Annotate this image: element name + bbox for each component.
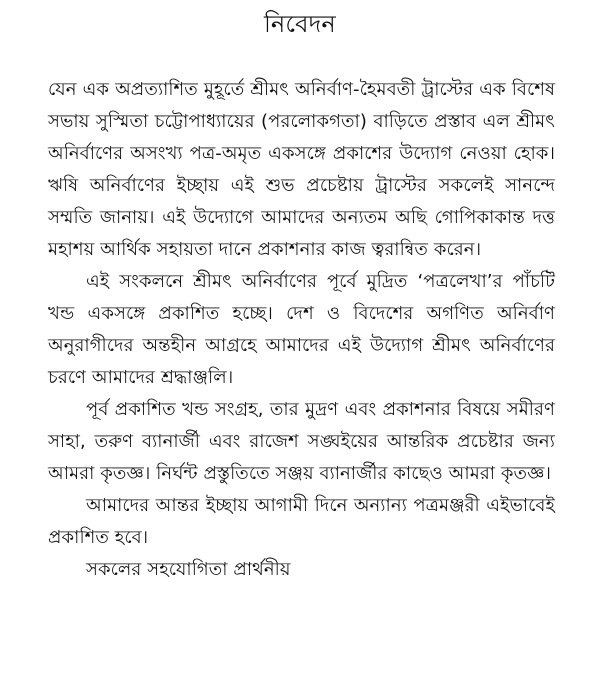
page-title: নিবেদন [264, 10, 336, 38]
paragraph-2: এই সংকলনে শ্রীমৎ অনির্বাণের পূর্বে মুদ্রিত ‘পত্রলেখা’র পাঁচটি খন্ড একসঙ্গে প্রকাশিত হচ্ছে। দেশ ও বিদেশের অগণিত অনির্বাণ অনুরাগীদের অন্তহীন আগ্রহে আমাদের এই উদ্যোগ শ্রীমৎ অনির্বাণের চরণে আমাদের শ্রদ্ধাঞ্জলি। [48, 271, 555, 388]
paragraph-4: আমাদের আন্তর ইচ্ছায় আগামী দিনে অন্যান্য পত্রমঞ্জরী এইভাবেই প্রকাশিত হবে। [48, 495, 555, 548]
document-body [48, 74, 555, 586]
closing-line: সকলের সহযোগিতা প্রার্থনীয় [86, 559, 291, 580]
paragraph-3: পূর্ব প্রকাশিত খন্ড সংগ্রহ, তার মুদ্রণ এবং প্রকাশনার বিষয়ে সমীরণ সাহা, তরুণ ব্যানার্জী এবং রাজেশ সঙ্ঘইয়ের আন্তরিক প্রচেষ্টার জন্য আমরা কৃতজ্ঞ। নির্ঘন্ট প্রস্তুতিতে সঞ্জয় ব্যানার্জীর কাছেও আমরা কৃতজ্ঞ। [48, 399, 555, 484]
paragraph-1: যেন এক অপ্রত্যাশিত মুহূর্তে শ্রীমৎ অনির্বাণ-হৈমবতী ট্রাস্টের এক বিশেষ সভায় সুস্মিতা চট্টোপাধ্যায়ের (পরলোকগতা) বাড়িতে প্রস্তাব এল শ্রীমৎ অনির্বাণের অসংখ্য পত্র-অমৃত একসঙ্গে প্রকাশের উদ্যোগ নেওয়া হোক। ঋষি অনির্বাণের ইচ্ছায় এই শুভ প্রচেষ্টায় ট্রাস্টের সকলেই সানন্দে সম্মতি জানায়। এই উদ্যোগে আমাদের অন্যতম অছি গোপিকাকান্ত দত্ত মহাশয় আর্থিক সহায়তা দানে প্রকাশনার কাজ ত্বরান্বিত করেন। [48, 79, 555, 260]
